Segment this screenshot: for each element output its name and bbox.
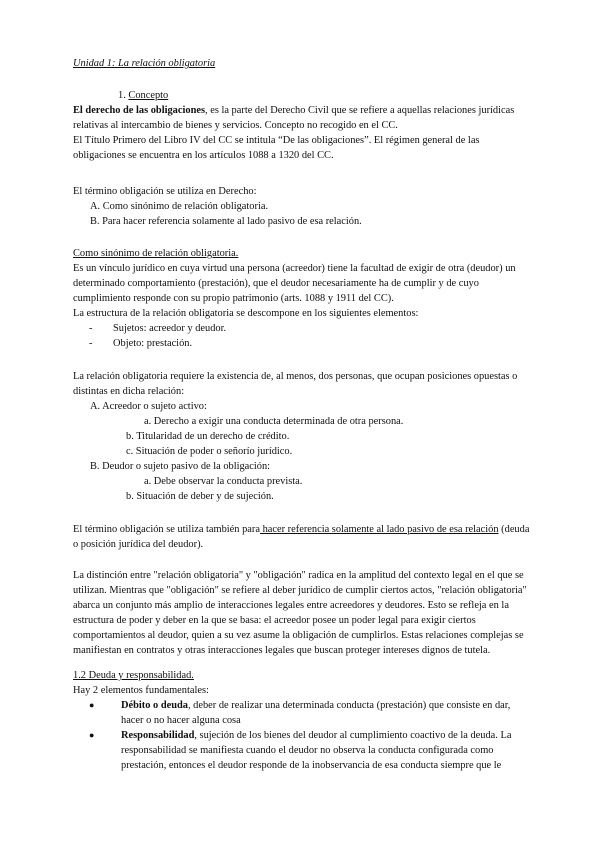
list-item: ● Débito o deuda, deber de realizar una determinada conducta (prestación) que consiste en dar, hacer o no hacer alguna cosa — [73, 698, 531, 728]
unit-title-text: Unidad 1: La relación obligatoria — [73, 58, 216, 69]
concepto-paragraph-2: El Título Primero del Libro IV del CC se intitula “De las obligaciones”. El régimen general de las obligaciones se encuentra en los artículos 1088 a 1320 del CC. — [73, 135, 480, 161]
section-deuda-intro: Hay 2 elementos fundamentales: — [73, 685, 209, 696]
term-use-a: A. Como sinónimo de relación obligatoria. — [90, 201, 269, 212]
element-item: - Objeto: prestación. — [89, 338, 193, 349]
creditor-item: a. Derecho a exigir una conducta determinada de otra persona. — [144, 416, 404, 427]
creditor-item: c. Situación de poder o señorío jurídico. — [126, 446, 293, 457]
section-concepto — [73, 88, 531, 163]
synonym-heading: Como sinónimo de relación obligatoria. — [73, 248, 239, 259]
persons-section — [73, 369, 531, 504]
synonym-section — [73, 246, 531, 351]
persons-intro: La relación obligatoria requiere la existencia de, al menos, dos personas, que ocupan posiciones opuestas o distintas en dicha relación: — [73, 371, 518, 397]
list-item: ● Responsabilidad, sujeción de los bienes del deudor al cumplimiento coactivo de la deuda. La responsabilidad se manifiesta cuando el deudor no observa la conducta configurada como prestación, entonces el deudor responde de la inobservancia de esa conducta siempre que le — [73, 728, 531, 773]
term-intro: El término obligación se utiliza en Derecho: — [73, 186, 257, 197]
element-item: - Sujetos: acreedor y deudor. — [89, 323, 227, 334]
section-concepto-heading: 1. Concepto — [118, 90, 169, 101]
synonym-paragraph-2: La estructura de la relación obligatoria se descompone en los siguientes elementos: — [73, 308, 419, 319]
bullet-icon: ● — [89, 700, 95, 710]
debtor-item: b. Situación de deber y de sujeción. — [126, 491, 274, 502]
creditor-label: A. Acreedor o sujeto activo: — [90, 401, 207, 412]
passive-paragraph: El término obligación se utiliza también para hacer referencia solamente al lado pasivo de esa relación (deuda o posición jurídica del deudor). — [73, 524, 530, 550]
creditor-item: b. Titularidad de un derecho de crédito. — [126, 431, 290, 442]
synonym-paragraph-1: Es un vínculo jurídico en cuya virtud una persona (acreedor) tiene la facultad de exigir de otra (deudor) un determinado comportamiento (prestación), que el deudor necesariamente ha de cumplir y de cuyo cumplimiento responde con su propio patrimonio (arts. 1088 y 1911 del CC). — [73, 263, 516, 304]
section-deuda-heading: 1.2 Deuda y responsabilidad. — [73, 670, 194, 681]
section-deuda — [73, 668, 531, 773]
term-use-b: B. Para hacer referencia solamente al lado pasivo de esa relación. — [90, 216, 362, 227]
bullet-icon: ● — [89, 730, 95, 740]
distinction-paragraph: La distinción entre "relación obligatoria" y "obligación" radica en la amplitud del contexto legal en el que se utilizan. Mientras que "obligación" se refiere al deber jurídico de cumplir ciertos actos, "relación obligatoria" abarca un conjunto más amplio de interacciones legales entre acreedores y deudores. Esto se refleja en la estructura de poder y deber en la que se basa: el acreedor posee un poder legal para exigir ciertos comportamientos al deudor, quien a su vez asume la obligación de cumplirlos. Estas relaciones complejas se manifiestan en contratos y otras interacciones legales que buscan proteger intereses dignos de tutela. — [73, 570, 527, 656]
debtor-label: B. Deudor o sujeto pasivo de la obligación: — [90, 461, 271, 472]
concepto-paragraph-1: El derecho de las obligaciones, es la parte del Derecho Civil que se refiere a aquellas relaciones jurídicas relativas al intercambio de bienes y servicios. Concepto no recogido en el CC. — [73, 105, 515, 131]
term-uses — [73, 184, 531, 229]
debtor-item: a. Debe observar la conducta prevista. — [144, 476, 303, 487]
unit-title — [73, 56, 531, 71]
